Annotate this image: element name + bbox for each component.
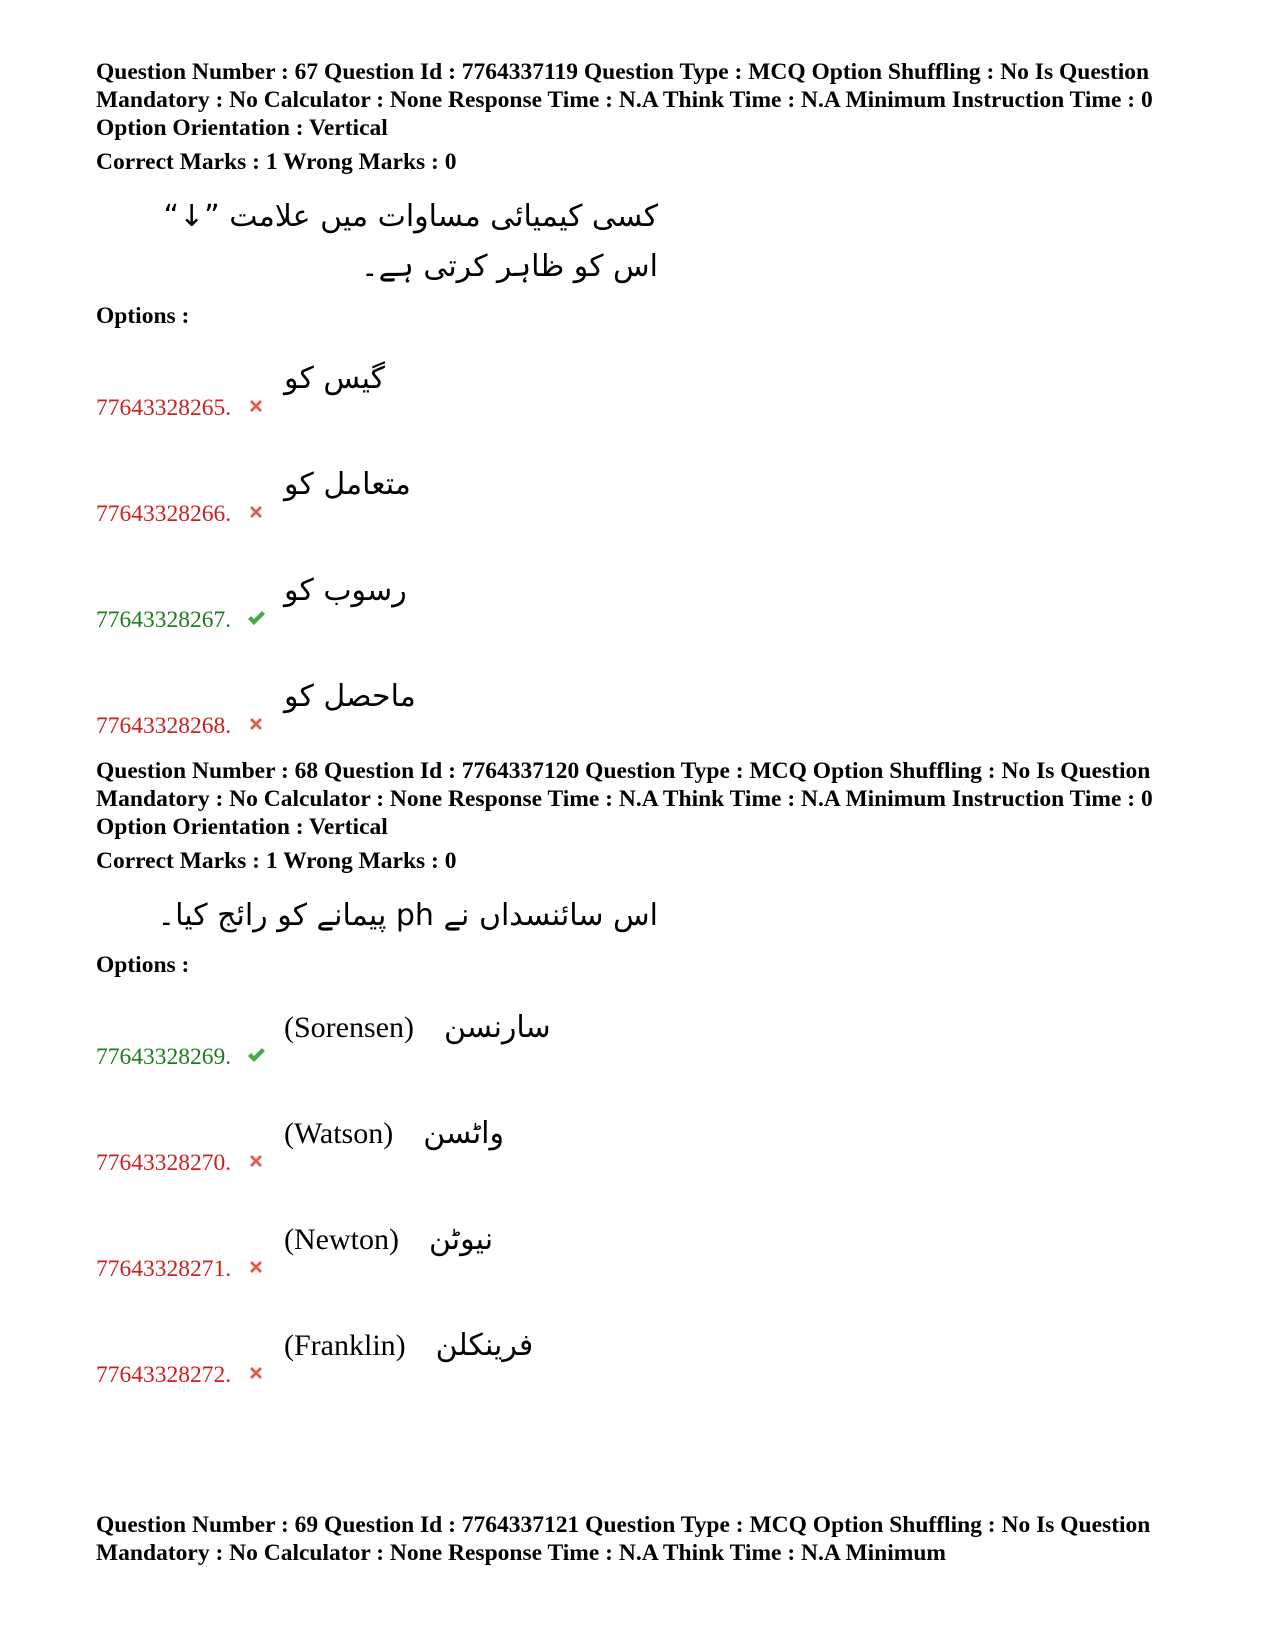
option-urdu-text: گیس کو xyxy=(284,361,385,396)
option-urdu-text: متعامل کو xyxy=(284,467,411,502)
option-id: 77643328270. xyxy=(96,1150,232,1176)
cross-icon xyxy=(246,714,266,734)
question-meta: Question Number : 68 Question Id : 7764337120 Question Type : MCQ Option Shuffling : No Is Question Mandatory : No Calculator : None Response Time : N.A Think Time : N.A Minimum Instruction Time : 0 Option Orientation : Vertical xyxy=(96,758,1153,840)
option-urdu-text: نیوٹن xyxy=(428,1222,494,1257)
options-label: Options : xyxy=(96,952,190,978)
question-meta: Question Number : 69 Question Id : 7764337121 Question Type : MCQ Option Shuffling : No Is Question Mandatory : No Calculator : None Response Time : N.A Think Time : N.A Minimum xyxy=(96,1512,1151,1566)
question-text: کسی کیمیائی مساوات میں علامت ”↓“ اس کو ظاہر کرتی ہے۔ xyxy=(163,199,658,284)
option-content xyxy=(284,1010,551,1045)
option-id: 77643328269. xyxy=(96,1044,232,1070)
option-urdu-text: فرینکلن xyxy=(435,1328,534,1363)
question-67 xyxy=(96,58,1196,754)
question-marks: Correct Marks : 1 Wrong Marks : 0 xyxy=(96,149,457,175)
option-id: 77643328266. xyxy=(96,501,232,527)
cross-icon xyxy=(246,396,266,416)
option-content xyxy=(284,679,416,714)
option-id: 77643328265. xyxy=(96,395,232,421)
cross-icon xyxy=(246,502,266,522)
cross-icon xyxy=(246,1363,266,1383)
option-urdu-text: سارنسن xyxy=(443,1010,551,1045)
option-item xyxy=(96,330,1196,436)
option-latin-text: (Newton) xyxy=(284,1223,399,1256)
option-content xyxy=(284,1116,504,1151)
question-meta: Question Number : 67 Question Id : 7764337119 Question Type : MCQ Option Shuffling : No Is Question Mandatory : No Calculator : None Response Time : N.A Think Time : N.A Minimum Instruction Time : 0 Option Orientation : Vertical xyxy=(96,59,1153,141)
question-68 xyxy=(96,757,1196,1403)
question-69 xyxy=(96,1511,1196,1567)
cross-icon xyxy=(246,1151,266,1171)
option-id: 77643328272. xyxy=(96,1362,232,1388)
option-id: 77643328271. xyxy=(96,1256,232,1282)
option-item xyxy=(96,1297,1196,1403)
option-content xyxy=(284,467,411,502)
option-content xyxy=(284,573,407,608)
option-content xyxy=(284,361,385,396)
question-marks: Correct Marks : 1 Wrong Marks : 0 xyxy=(96,848,457,874)
option-content xyxy=(284,1222,493,1257)
option-urdu-text: ماحصل کو xyxy=(284,679,416,714)
option-latin-text: (Franklin) xyxy=(284,1329,406,1362)
option-content xyxy=(284,1328,533,1363)
cross-icon xyxy=(246,1257,266,1277)
option-item xyxy=(96,979,1196,1085)
option-item xyxy=(96,1085,1196,1191)
options-label: Options : xyxy=(96,303,190,329)
option-item xyxy=(96,1191,1196,1297)
check-icon xyxy=(246,608,266,628)
option-latin-text: (Sorensen) xyxy=(284,1011,414,1044)
option-item xyxy=(96,542,1196,648)
option-item xyxy=(96,648,1196,754)
option-item xyxy=(96,436,1196,542)
option-urdu-text: واٹسن xyxy=(423,1116,504,1151)
option-id: 77643328268. xyxy=(96,713,232,739)
option-latin-text: (Watson) xyxy=(284,1117,394,1150)
check-icon xyxy=(246,1045,266,1065)
question-text: اس سائنسداں نے ph پیمانے کو رائج کیا۔ xyxy=(157,898,658,933)
option-id: 77643328267. xyxy=(96,607,232,633)
option-urdu-text: رسوب کو xyxy=(284,573,407,608)
